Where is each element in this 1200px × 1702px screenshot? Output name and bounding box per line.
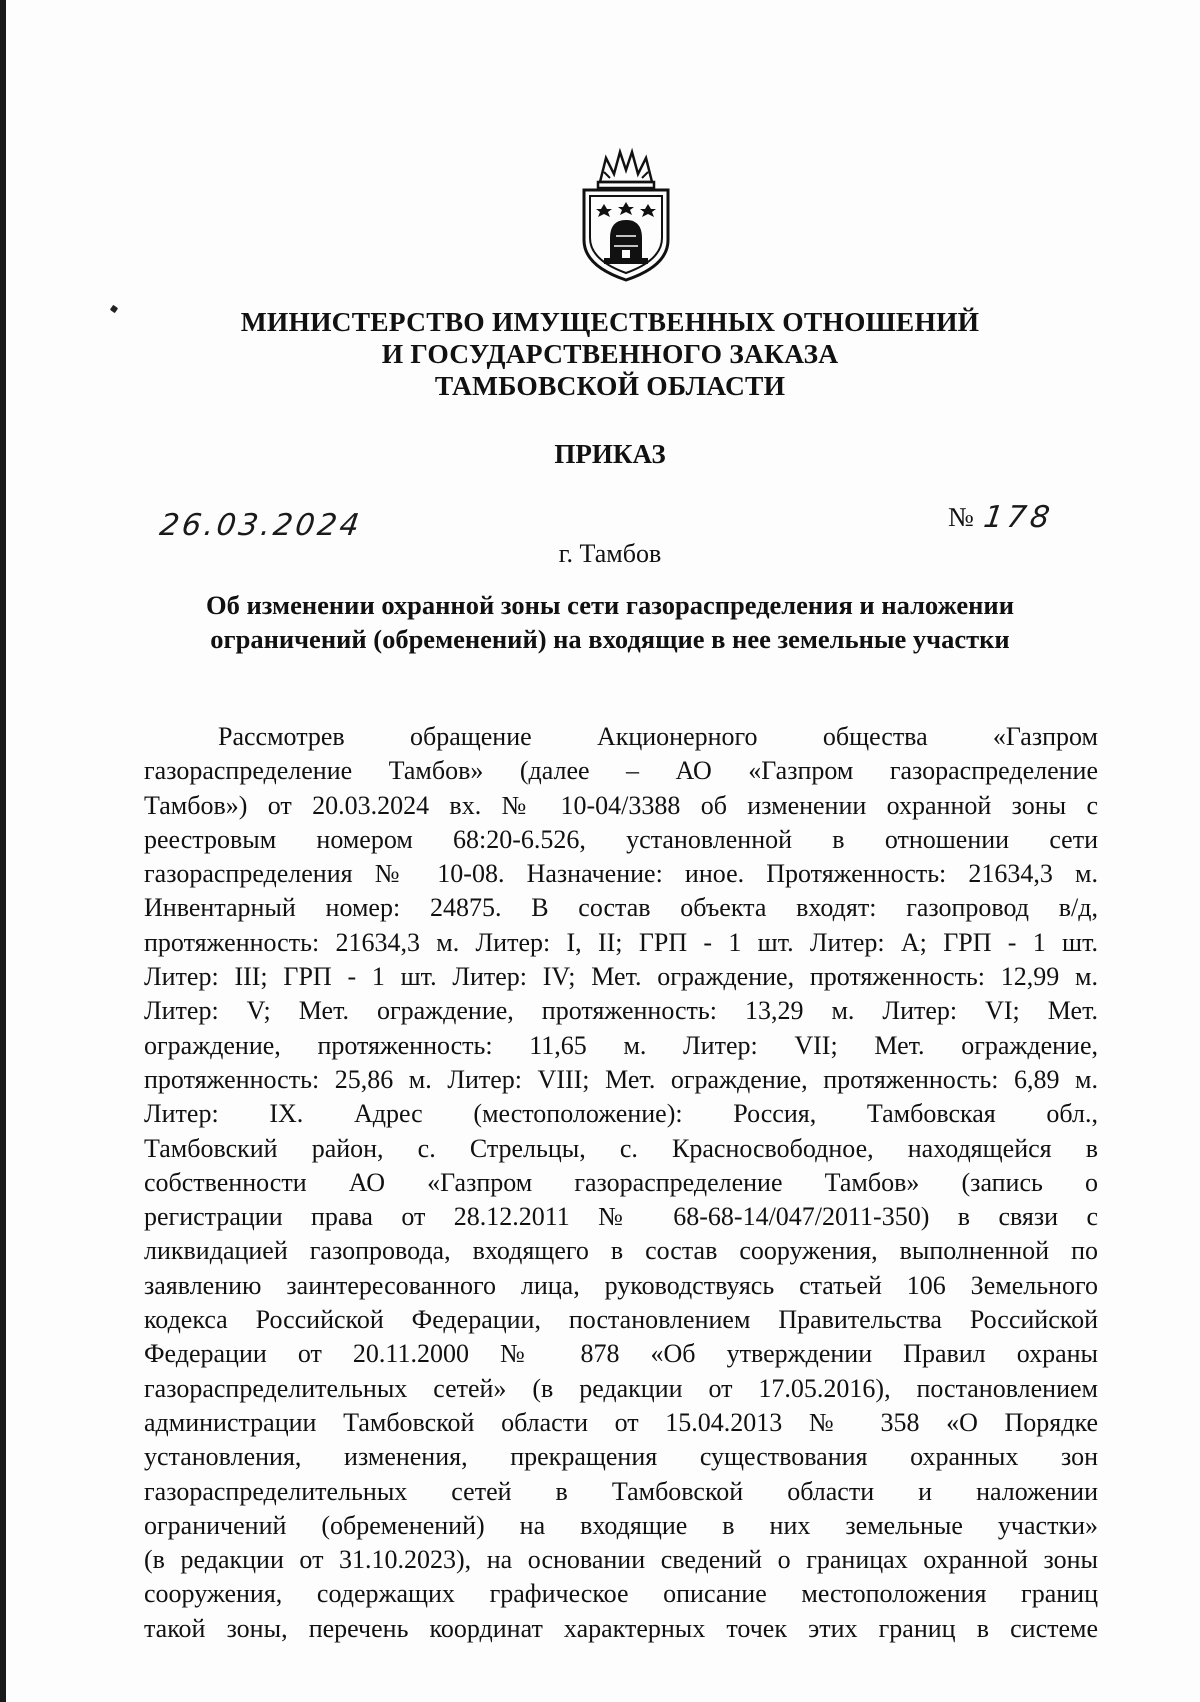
body-line: собственности АО «Газпром газораспределение Тамбов» (запись о (144, 1167, 1098, 1197)
document-type: ПРИКАЗ (554, 439, 666, 469)
body-line: ограждение, протяженность: 11,65 м. Литер: VII; Мет. ограждение, (144, 1030, 1098, 1060)
body-line: ограничений (обременений) на входящие в них земельные участки» (144, 1510, 1098, 1540)
body-line: Тамбовский район, с. Стрельцы, с. Красносвободное, находящейся в (144, 1133, 1098, 1163)
scan-edge (0, 0, 6, 1702)
body-line: Тамбов») от 20.03.2024 вх. № 10-04/3388 об изменении охранной зоны с (144, 790, 1098, 820)
body-line: сооружения, содержащих графическое описание местоположения границ (144, 1579, 1098, 1609)
order-body (144, 720, 1098, 1646)
order-subject (140, 588, 1080, 656)
subject-line: Об изменении охранной зоны сети газораспределения и наложении (206, 590, 1014, 620)
body-line: газораспределительных сетей» (в редакции от 17.05.2016), постановлением (144, 1373, 1098, 1403)
body-line: заявлению заинтересованного лица, руководствуясь статьей 106 Земельного (144, 1270, 1098, 1300)
body-line: установления, изменения, прекращения существования охранных зон (144, 1442, 1098, 1472)
handwritten-number: 178 (981, 500, 1056, 535)
subject-line: ограничений (обременений) на входящие в нее земельные участки (210, 624, 1010, 654)
body-line: (в редакции от 31.10.2023), на основании сведений о границах охранной зоны (144, 1545, 1098, 1575)
ministry-line: И ГОСУДАРСТВЕННОГО ЗАКАЗА (381, 338, 839, 369)
city-line: г. Тамбов (558, 539, 662, 568)
body-line: Литер: III; ГРП - 1 шт. Литер: IV; Мет. ограждение, протяженность: 12,99 м. (144, 962, 1098, 992)
body-line: администрации Тамбовской области от 15.04.2013 № 358 «О Порядке (144, 1407, 1098, 1437)
body-line: газораспределения № 10-08. Назначение: иное. Протяженность: 21634,3 м. (144, 859, 1098, 889)
body-line: Литер: V; Мет. ограждение, протяженность: 13,29 м. Литер: VI; Мет. (144, 996, 1098, 1026)
body-line: Литер: IX. Адрес (местоположение): Россия, Тамбовская обл., (144, 1099, 1098, 1129)
order-number (948, 500, 1056, 535)
ministry-name (140, 306, 1080, 402)
body-line: газораспределительных сетей в Тамбовской области и наложении (144, 1476, 1098, 1506)
body-line: протяженность: 25,86 м. Литер: VIII; Мет. ограждение, протяженность: 6,89 м. (144, 1064, 1098, 1094)
body-line: такой зоны, перечень координат характерных точек этих границ в системе (144, 1613, 1098, 1643)
body-line: Федерации от 20.11.2000 № 878 «Об утверждении Правил охраны (144, 1339, 1098, 1369)
body-line: регистрации права от 28.12.2011 № 68-68-14/047/2011-350) в связи с (144, 1202, 1098, 1232)
ministry-line: МИНИСТЕРСТВО ИМУЩЕСТВЕННЫХ ОТНОШЕНИЙ (240, 306, 980, 337)
scan-speck (110, 305, 118, 313)
body-line: реестровым номером 68:20-6.526, установленной в отношении сети (144, 824, 1098, 854)
body-line: кодекса Российской Федерации, постановлением Правительства Российской (144, 1305, 1098, 1335)
handwritten-date: 26.03.2024 (157, 508, 365, 543)
body-line: газораспределение Тамбов» (далее – АО «Газпром газораспределение (144, 756, 1098, 786)
body-line: протяженность: 21634,3 м. Литер: I, II; ГРП - 1 шт. Литер: А; ГРП - 1 шт. (144, 927, 1098, 957)
ministry-line: ТАМБОВСКОЙ ОБЛАСТИ (434, 370, 786, 401)
body-line: ликвидацией газопровода, входящего в состав сооружения, выполненной по (144, 1236, 1098, 1266)
body-line: Инвентарный номер: 24875. В состав объекта входят: газопровод в/д, (144, 893, 1098, 923)
body-line: Рассмотрев обращение Акционерного общества «Газпром (218, 722, 1098, 751)
coat-of-arms-icon (570, 148, 682, 284)
number-sign: № (948, 502, 974, 532)
